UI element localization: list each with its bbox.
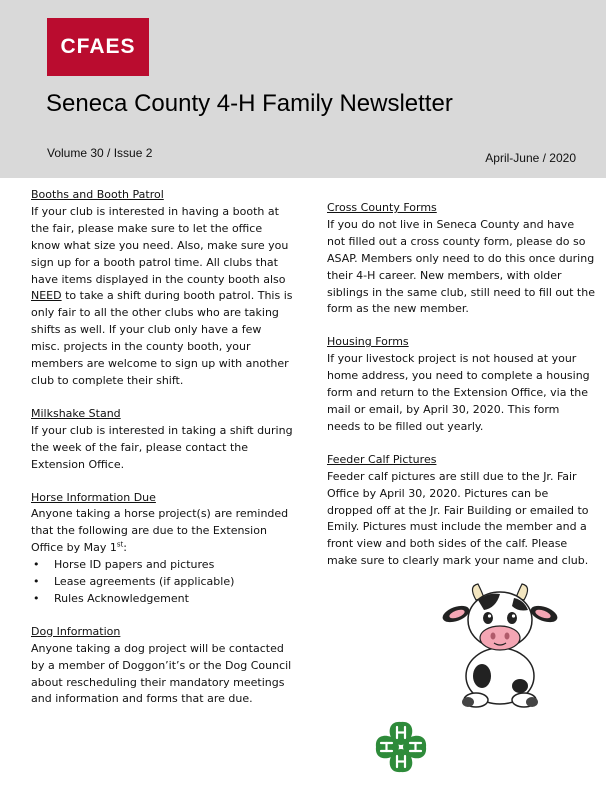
left-column [31, 187, 293, 724]
right-column [327, 200, 595, 586]
issue-date: April-June / 2020 [485, 151, 576, 165]
horse-heading: Horse Information Due [31, 490, 156, 504]
newsletter-title: Seneca County 4-H Family Newsletter [46, 90, 453, 117]
horse-text: Anyone taking a horse project(s) are reminded that the following are due to the Extension Office by May 1st: [31, 507, 289, 555]
date-superscript: st [116, 540, 124, 549]
milkshake-article [31, 406, 293, 474]
feeder-calf-text: Feeder calf pictures are still due to the Jr. Fair Office by April 30, 2020. Pictures can be dropped off at the Jr. Fair Building or emailed to Emily. Pictures must include the member and a front view and both sides of the calf. Please make sure to clearly mark your name and club. [327, 469, 589, 568]
cross-county-heading: Cross County Forms [327, 201, 437, 214]
need-emphasis: NEED [31, 289, 62, 303]
cross-county-article [327, 200, 595, 318]
horse-article [31, 490, 293, 608]
housing-heading: Housing Forms [327, 335, 409, 349]
volume-issue: Volume 30 / Issue 2 [47, 146, 153, 160]
list-item: • Lease agreements (if applicable) [31, 574, 293, 591]
feeder-calf-heading: Feeder Calf Pictures [327, 452, 437, 466]
horse-requirements-list [31, 557, 293, 608]
milkshake-heading: Milkshake Stand [31, 406, 121, 420]
dog-text: Anyone taking a dog project will be contacted by a member of Doggon’it’s or the Dog Council about rescheduling their mandatory meetings and information and forms that are due. [31, 641, 292, 706]
milkshake-text: If your club is interested in taking a shift during the week of the fair, please contact the Extension Office. [31, 423, 293, 471]
cow-illustration [438, 578, 562, 709]
dog-article [31, 624, 293, 709]
cfaes-logo: CFAES [47, 18, 149, 76]
list-item: • Horse ID papers and pictures [31, 557, 293, 574]
feeder-calf-article [327, 452, 595, 570]
dog-heading: Dog Information [31, 624, 121, 638]
booths-article [31, 187, 293, 390]
housing-article [327, 334, 595, 435]
booths-heading: Booths and Booth Patrol [31, 188, 164, 201]
list-item: • Rules Acknowledgement [31, 591, 293, 608]
housing-text: If your livestock project is not housed at your home address, you need to complete a housing form and return to the Extension Office, via the mail or email, by April 30, 2020. This form needs to be filled out yearly. [327, 352, 590, 433]
cross-county-text: If you do not live in Seneca County and have not filled out a cross county form, please do so ASAP. Members only need to do this once during their 4-H career. New members, with older siblings in the same club, still need to fill out the form as the new member. [327, 217, 595, 316]
4h-clover-icon [370, 716, 432, 778]
booths-text: If your club is interested in having a booth at the fair, please make sure to let the office know what size you need. Also, make sure you sign up for a booth patrol time. All clubs that have items displayed in the county booth also NEED to take a shift during booth patrol. This is only fair to all the other clubs who are taking shifts as well. If your club only have a few misc. projects in the county booth, your members are welcome to sign up with another club to complete their shift. [31, 204, 293, 387]
